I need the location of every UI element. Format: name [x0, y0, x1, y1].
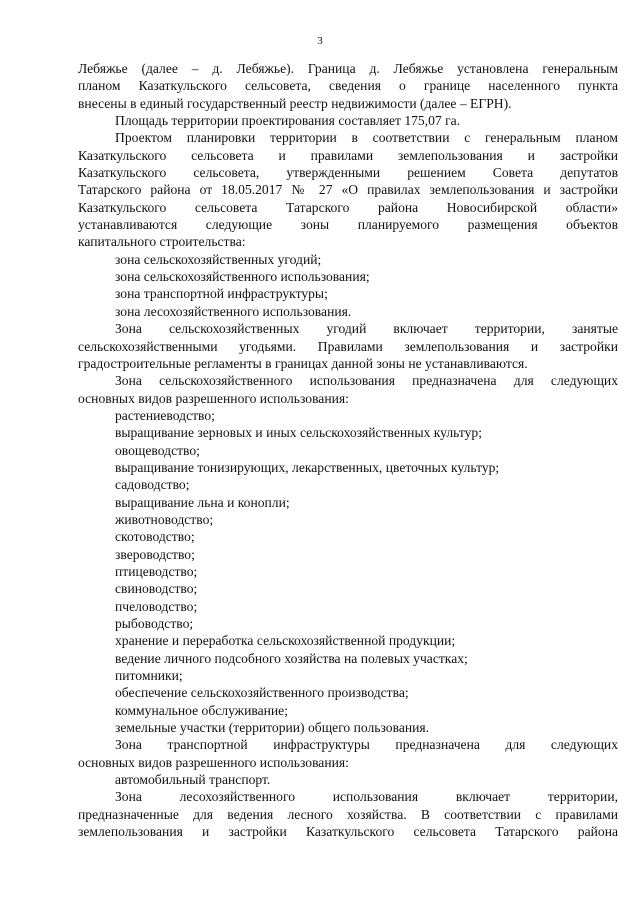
list-item: пчеловодство; [115, 598, 198, 614]
list-item: садоводство; [115, 477, 190, 493]
text-line: внесены в единый государственный реестр недвижимости (далее – ЕГРН). [78, 95, 512, 111]
list-item: земельные участки (территории) общего пользования. [115, 720, 430, 736]
list-item: ведение личного подсобного хозяйства на полевых участках; [115, 650, 468, 666]
paragraph [78, 736, 618, 771]
text-line: Зона лесохозяйственного использования включает территории, [115, 789, 618, 805]
text-line: Татарского района от 18.05.2017 № 27 «О правилах землепользования и застройки [78, 182, 618, 198]
text-line: планом Казаткульского сельсовета, сведения о границе населенного пункта [78, 78, 618, 94]
text-line: землепользования и застройки Казаткульского сельсовета Татарского района [78, 824, 618, 840]
list-item: питомники; [115, 668, 183, 684]
list-item: овощеводство; [115, 442, 200, 458]
text-line: градостроительные регламенты в границах данной зоны не устанавливаются. [78, 355, 528, 371]
document-body [78, 60, 618, 840]
paragraph [78, 788, 618, 840]
paragraph [78, 129, 618, 250]
paragraph [78, 372, 618, 407]
list-item: автомобильный транспорт. [115, 772, 271, 788]
text-line: сельскохозяйственными угодьями. Правилами землепользования и застройки [78, 338, 618, 354]
list-item: выращивание льна и конопли; [115, 494, 290, 510]
list-item: свиноводство; [115, 581, 198, 597]
list-item: зона сельскохозяйственных угодий; [115, 251, 322, 267]
text-line: Лебяжье (далее – д. Лебяжье). Граница д. Лебяжье установлена генеральным [78, 61, 618, 76]
text-line: Казаткульского сельсовета, утвержденными решением Совета депутатов [78, 165, 618, 181]
text-line: основных видов разрешенного использования: [78, 754, 349, 770]
list-item: зона лесохозяйственного использования. [115, 303, 352, 319]
list-item: растениеводство; [115, 407, 215, 423]
list-item: обеспечение сельскохозяйственного производства; [115, 685, 409, 701]
list-item: скотоводство; [115, 529, 195, 545]
text-line: Проектом планировки территории в соответствии с генеральным планом [115, 130, 618, 146]
text-line: основных видов разрешенного использования: [78, 390, 349, 406]
list-item: рыбоводство; [115, 616, 194, 631]
list-item: животноводство; [115, 511, 214, 527]
text-line: Казаткульского сельсовета Татарского района Новосибирской области» [78, 199, 618, 215]
text-line: Казаткульского сельсовета и правилами землепользования и застройки [78, 147, 618, 163]
text-line: устанавливаются следующие зоны планируемого размещения объектов [78, 217, 618, 233]
list-item: звероводство; [115, 546, 195, 562]
list-item: коммунальное обслуживание; [115, 702, 288, 718]
list-item: птицеводство; [115, 563, 198, 579]
list-item: выращивание тонизирующих, лекарственных, цветочных культур; [115, 459, 500, 475]
paragraph [78, 320, 618, 372]
text-line: Зона сельскохозяйственного использования предназначена для следующих [115, 373, 618, 389]
text-line: Зона сельскохозяйственных угодий включает территории, занятые [115, 321, 618, 337]
list-item: зона транспортной инфраструктуры; [115, 286, 328, 302]
list-item: выращивание зерновых и иных сельскохозяйственных культур; [115, 425, 482, 441]
page-number: 3 [317, 35, 323, 47]
text-line: предназначенные для ведения лесного хозяйства. В соответствии с правилами [78, 806, 618, 822]
text-line: капитального строительства: [78, 234, 246, 250]
list-item: хранение и переработка сельскохозяйственной продукции; [115, 633, 456, 649]
text-line: Зона транспортной инфраструктуры предназначена для следующих [115, 737, 618, 753]
list-item: зона сельскохозяйственного использования; [115, 269, 370, 285]
paragraph: Площадь территории проектирования составляет 175,07 га. [115, 113, 461, 129]
paragraph [78, 60, 618, 112]
